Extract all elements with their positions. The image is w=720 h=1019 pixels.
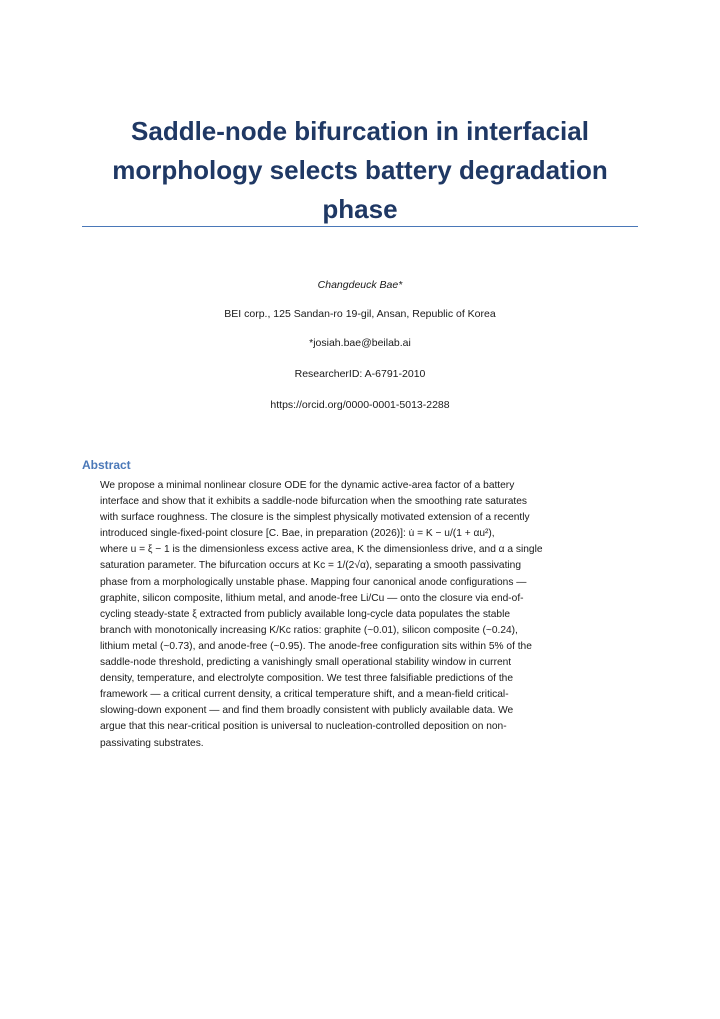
title-divider — [82, 226, 638, 227]
abstract-line: lithium metal (~0.73), and anode-free (~0.95). The anode-free configuration sits within 5% of the — [100, 640, 532, 652]
abstract-line: branch with monotonically increasing K/Kc ratios: graphite (~0.01), silicon composite (~0.24), — [100, 624, 518, 636]
title-line-2: morphology selects battery degradation — [112, 155, 608, 185]
paper-title — [82, 112, 638, 229]
abstract-line: framework — a critical current density, a critical temperature shift, and a mean-field critical- — [100, 689, 509, 701]
abstract-line: density, temperature, and electrolyte composition. We test three falsifiable predictions of the — [100, 673, 513, 685]
abstract-line: introduced single-fixed-point closure [C. Bae, in preparation (2026)]: u̇ = K − u/(1 + αu²), — [100, 528, 495, 540]
abstract-line: saturation parameter. The bifurcation occurs at Kc = 1/(2√α), separating a smooth passivating — [100, 560, 521, 572]
author-name: Changdeuck Bae* — [317, 279, 403, 291]
abstract-line: with surface roughness. The closure is the simplest physically motivated extension of a recently — [100, 512, 530, 524]
researcher-id: ResearcherID: A-6791-2010 — [294, 368, 426, 380]
abstract-line: phase from a morphologically unstable phase. Mapping four canonical anode configurations — — [100, 576, 527, 588]
title-line-3: phase — [322, 194, 398, 224]
abstract-line: interface and show that it exhibits a saddle-node bifurcation when the smoothing rate saturates — [100, 496, 527, 508]
orcid-link: https://orcid.org/0000-0001-5013-2288 — [270, 399, 450, 411]
abstract-line: passivating substrates. — [100, 737, 204, 749]
author-affiliation: BEI corp., 125 Sandan-ro 19-gil, Ansan, Republic of Korea — [224, 308, 496, 320]
abstract-line: where u = ξ − 1 is the dimensionless excess active area, K the dimensionless drive, and α a single — [100, 544, 543, 556]
title-line-1: Saddle-node bifurcation in interfacial — [131, 116, 589, 146]
abstract-line: cycling steady-state ξ extracted from publicly available long-cycle data populates the stable — [100, 608, 511, 620]
abstract-body — [100, 478, 630, 752]
abstract-line: slowing-down exponent — and find them broadly consistent with publicly available data. We — [100, 705, 514, 717]
abstract-line: graphite, silicon composite, lithium metal, and anode-free Li/Cu — onto the closure via end-of- — [100, 592, 524, 604]
abstract-line: We propose a minimal nonlinear closure ODE for the dynamic active-area factor of a battery — [100, 480, 515, 491]
author-email: *josiah.bae@beilab.ai — [309, 337, 411, 349]
abstract-line: argue that this near-critical position is universal to nucleation-controlled deposition on non- — [100, 721, 507, 733]
abstract-heading: Abstract — [82, 458, 131, 472]
abstract-line: saddle-node threshold, predicting a vanishingly small operational stability window in current — [100, 657, 512, 669]
